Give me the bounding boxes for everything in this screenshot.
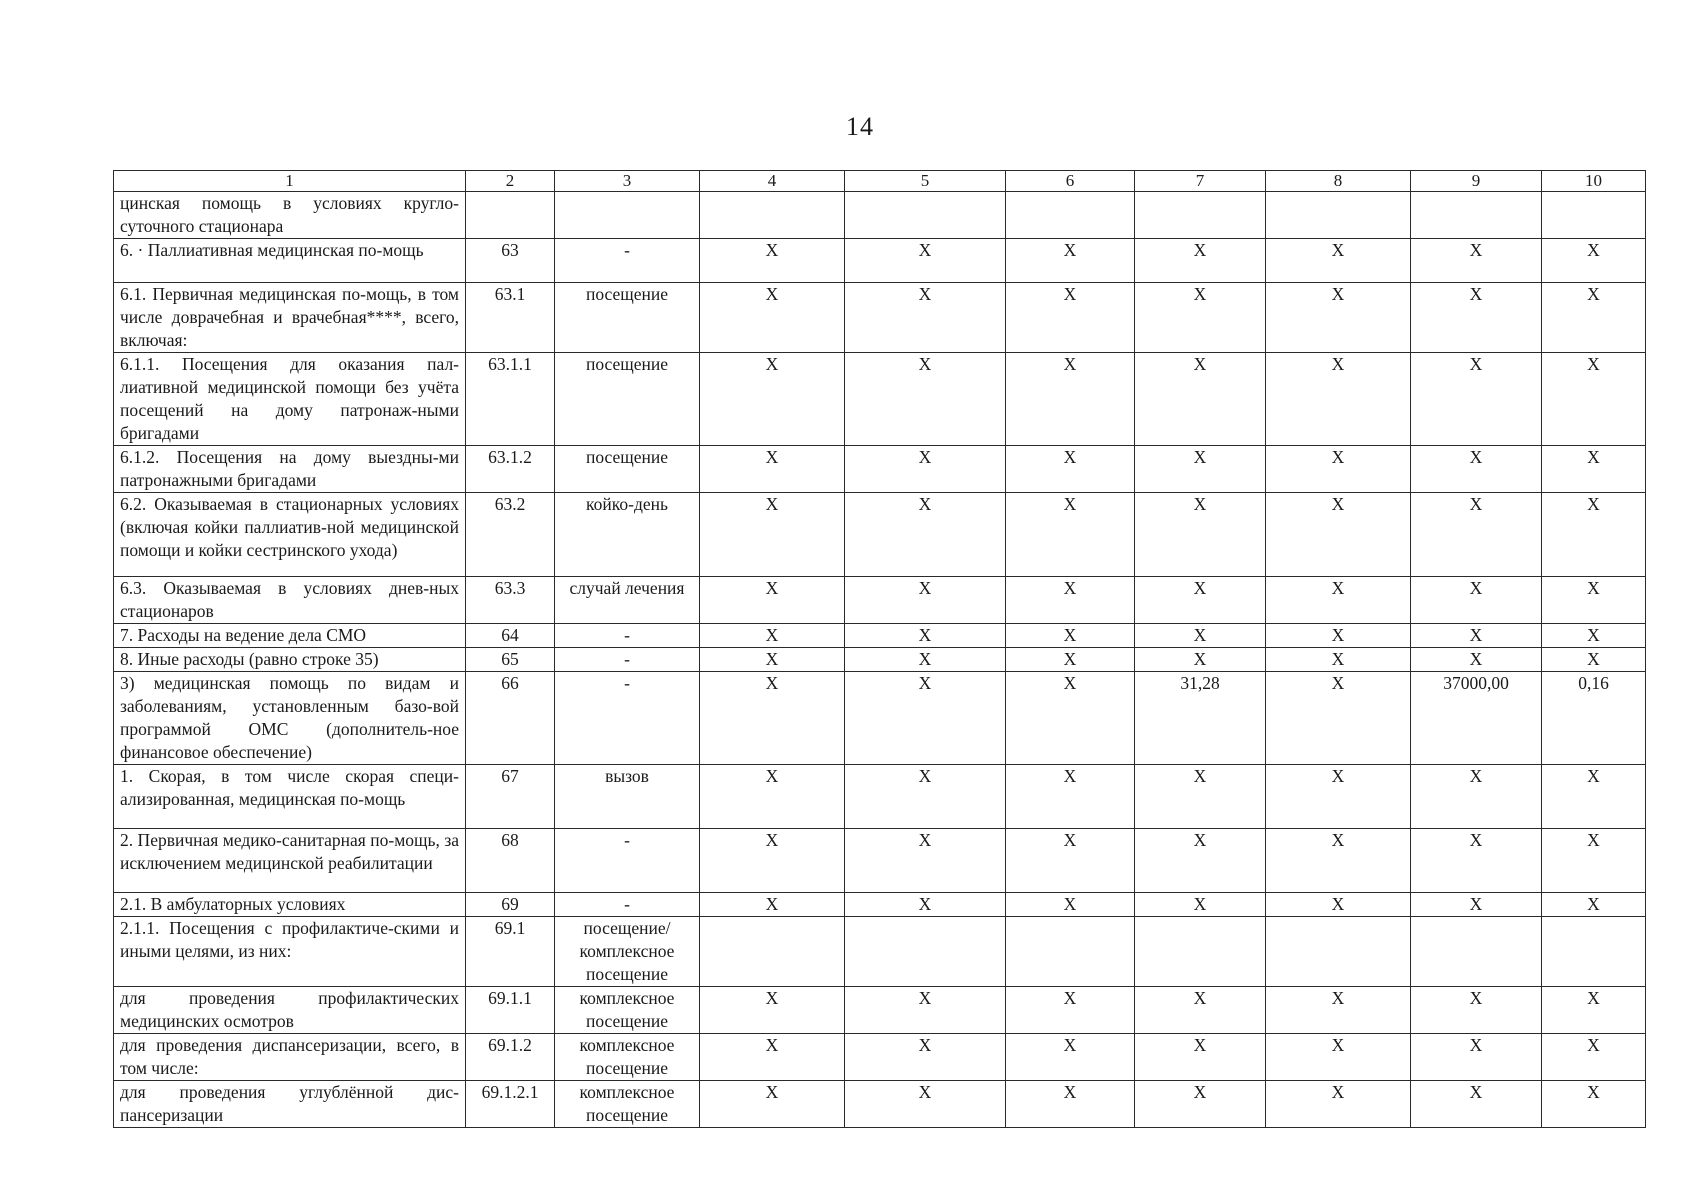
row-unit: вызов (555, 765, 700, 829)
value-cell-col-10: X (1542, 893, 1646, 917)
row-code: 69.1.2 (466, 1034, 555, 1081)
value-cell-col-6: X (1006, 239, 1135, 283)
value-cell-col-4: X (700, 283, 845, 353)
value-cell-col-10: X (1542, 829, 1646, 893)
row-label: 6.3. Оказываемая в условиях днев-ных стационаров (114, 577, 466, 624)
value-cell-col-4: X (700, 1034, 845, 1081)
row-unit: - (555, 672, 700, 765)
value-cell-col-8: X (1266, 829, 1411, 893)
value-cell-col-8: X (1266, 353, 1411, 446)
value-cell-col-9: X (1411, 765, 1542, 829)
value-cell-col-7: X (1135, 648, 1266, 672)
row-label: 3) медицинская помощь по видам и заболеваниям, установленным базо-вой программой ОМС (дополнитель-ное финансовое обеспечение) (114, 672, 466, 765)
value-cell-col-5: X (845, 283, 1006, 353)
row-unit: - (555, 624, 700, 648)
row-code: 64 (466, 624, 555, 648)
value-cell-col-4: X (700, 239, 845, 283)
value-cell-col-8: X (1266, 765, 1411, 829)
value-cell-col-7: X (1135, 829, 1266, 893)
row-unit: - (555, 648, 700, 672)
value-cell-col-10: X (1542, 1081, 1646, 1128)
table-row (114, 493, 1646, 577)
value-cell-col-5 (845, 192, 1006, 239)
value-cell-col-9 (1411, 917, 1542, 987)
value-cell-col-10: X (1542, 765, 1646, 829)
value-cell-col-6: X (1006, 1081, 1135, 1128)
value-cell-col-5 (845, 917, 1006, 987)
row-label: 6. · Паллиативная медицинская по-мощь (114, 239, 466, 283)
row-unit: посещение (555, 446, 700, 493)
value-cell-col-8: X (1266, 493, 1411, 577)
table-row (114, 893, 1646, 917)
value-cell-col-4: X (700, 353, 845, 446)
value-cell-col-10: X (1542, 577, 1646, 624)
row-label: 7. Расходы на ведение дела СМО (114, 624, 466, 648)
value-cell-col-8: X (1266, 283, 1411, 353)
value-cell-col-5: X (845, 829, 1006, 893)
value-cell-col-6 (1006, 917, 1135, 987)
value-cell-col-7 (1135, 917, 1266, 987)
value-cell-col-5: X (845, 493, 1006, 577)
row-code: 66 (466, 672, 555, 765)
value-cell-col-4: X (700, 446, 845, 493)
table-row (114, 672, 1646, 765)
table-body (114, 192, 1646, 1128)
value-cell-col-10 (1542, 917, 1646, 987)
document-table-container (113, 170, 1645, 1128)
value-cell-col-8: X (1266, 1081, 1411, 1128)
row-code: 69.1.2.1 (466, 1081, 555, 1128)
row-label: 6.1. Первичная медицинская по-мощь, в том числе доврачебная и врачебная****, всего, включая: (114, 283, 466, 353)
value-cell-col-10: X (1542, 239, 1646, 283)
value-cell-col-6: X (1006, 893, 1135, 917)
value-cell-col-10: X (1542, 987, 1646, 1034)
value-cell-col-6: X (1006, 283, 1135, 353)
value-cell-col-5: X (845, 987, 1006, 1034)
table-row (114, 1081, 1646, 1128)
value-cell-col-7: X (1135, 624, 1266, 648)
value-cell-col-5: X (845, 1034, 1006, 1081)
column-header: 3 (555, 171, 700, 192)
value-cell-col-6: X (1006, 446, 1135, 493)
value-cell-col-9 (1411, 192, 1542, 239)
header-row (114, 171, 1646, 192)
value-cell-col-7: X (1135, 493, 1266, 577)
value-cell-col-7: X (1135, 987, 1266, 1034)
value-cell-col-4: X (700, 672, 845, 765)
value-cell-col-10: X (1542, 446, 1646, 493)
column-header: 10 (1542, 171, 1646, 192)
value-cell-col-6: X (1006, 987, 1135, 1034)
row-code: 69.1.1 (466, 987, 555, 1034)
table-row (114, 577, 1646, 624)
row-label: 2. Первичная медико-санитарная по-мощь, за исключением медицинской реабилитации (114, 829, 466, 893)
row-unit: посещение (555, 353, 700, 446)
value-cell-col-6: X (1006, 624, 1135, 648)
column-header: 4 (700, 171, 845, 192)
value-cell-col-4: X (700, 624, 845, 648)
row-code: 63.2 (466, 493, 555, 577)
value-cell-col-9: X (1411, 283, 1542, 353)
row-label: для проведения диспансеризации, всего, в том числе: (114, 1034, 466, 1081)
value-cell-col-8: X (1266, 239, 1411, 283)
value-cell-col-7: X (1135, 577, 1266, 624)
column-header: 8 (1266, 171, 1411, 192)
value-cell-col-7: X (1135, 765, 1266, 829)
value-cell-col-6: X (1006, 648, 1135, 672)
row-unit: посещение (555, 283, 700, 353)
value-cell-col-10: X (1542, 353, 1646, 446)
value-cell-col-8: X (1266, 987, 1411, 1034)
table-row (114, 765, 1646, 829)
value-cell-col-5: X (845, 446, 1006, 493)
value-cell-col-7: X (1135, 446, 1266, 493)
row-unit (555, 192, 700, 239)
value-cell-col-4: X (700, 648, 845, 672)
row-code: 63 (466, 239, 555, 283)
value-cell-col-10: X (1542, 624, 1646, 648)
row-code: 63.1.1 (466, 353, 555, 446)
table-row (114, 239, 1646, 283)
column-header: 2 (466, 171, 555, 192)
value-cell-col-4 (700, 917, 845, 987)
row-label: 8. Иные расходы (равно строке 35) (114, 648, 466, 672)
row-unit: койко-день (555, 493, 700, 577)
table-row (114, 1034, 1646, 1081)
row-unit: комплексное посещение (555, 1034, 700, 1081)
value-cell-col-5: X (845, 239, 1006, 283)
value-cell-col-6: X (1006, 829, 1135, 893)
value-cell-col-10: 0,16 (1542, 672, 1646, 765)
value-cell-col-9: X (1411, 893, 1542, 917)
value-cell-col-10: X (1542, 648, 1646, 672)
column-header: 7 (1135, 171, 1266, 192)
row-unit: посещение/ комплексное посещение (555, 917, 700, 987)
row-code: 63.1 (466, 283, 555, 353)
value-cell-col-5: X (845, 624, 1006, 648)
row-unit: - (555, 239, 700, 283)
value-cell-col-5: X (845, 893, 1006, 917)
row-unit: - (555, 893, 700, 917)
value-cell-col-4: X (700, 577, 845, 624)
row-label: для проведения углублённой дис-пансеризации (114, 1081, 466, 1128)
value-cell-col-8 (1266, 192, 1411, 239)
row-unit: комплексное посещение (555, 987, 700, 1034)
value-cell-col-6 (1006, 192, 1135, 239)
row-code: 69.1 (466, 917, 555, 987)
value-cell-col-6: X (1006, 353, 1135, 446)
table-row (114, 829, 1646, 893)
column-header: 1 (114, 171, 466, 192)
value-cell-col-6: X (1006, 672, 1135, 765)
value-cell-col-7: X (1135, 353, 1266, 446)
value-cell-col-9: X (1411, 624, 1542, 648)
value-cell-col-4: X (700, 1081, 845, 1128)
row-code: 68 (466, 829, 555, 893)
value-cell-col-8 (1266, 917, 1411, 987)
value-cell-col-8: X (1266, 624, 1411, 648)
value-cell-col-10: X (1542, 283, 1646, 353)
value-cell-col-4 (700, 192, 845, 239)
column-header: 9 (1411, 171, 1542, 192)
value-cell-col-9: X (1411, 987, 1542, 1034)
row-unit: - (555, 829, 700, 893)
value-cell-col-9: X (1411, 493, 1542, 577)
row-code: 63.3 (466, 577, 555, 624)
row-label: 2.1.1. Посещения с профилактиче-скими и иными целями, из них: (114, 917, 466, 987)
value-cell-col-6: X (1006, 493, 1135, 577)
column-header: 6 (1006, 171, 1135, 192)
row-code: 65 (466, 648, 555, 672)
value-cell-col-7: X (1135, 1034, 1266, 1081)
value-cell-col-7 (1135, 192, 1266, 239)
value-cell-col-9: X (1411, 648, 1542, 672)
row-unit: комплексное посещение (555, 1081, 700, 1128)
value-cell-col-8: X (1266, 893, 1411, 917)
table-row (114, 353, 1646, 446)
value-cell-col-9: X (1411, 353, 1542, 446)
row-code: 67 (466, 765, 555, 829)
table-row (114, 648, 1646, 672)
value-cell-col-5: X (845, 577, 1006, 624)
column-header: 5 (845, 171, 1006, 192)
page-number: 14 (846, 112, 874, 141)
row-code: 69 (466, 893, 555, 917)
value-cell-col-10: X (1542, 493, 1646, 577)
table-row (114, 987, 1646, 1034)
value-cell-col-9: X (1411, 577, 1542, 624)
value-cell-col-5: X (845, 765, 1006, 829)
value-cell-col-8: X (1266, 1034, 1411, 1081)
row-label: 6.1.1. Посещения для оказания пал-лиативной медицинской помощи без учёта посещений на дому патронаж-ными бригадами (114, 353, 466, 446)
financing-table (113, 170, 1646, 1128)
value-cell-col-7: 31,28 (1135, 672, 1266, 765)
row-label: цинская помощь в условиях кругло-суточного стационара (114, 192, 466, 239)
value-cell-col-9: X (1411, 446, 1542, 493)
value-cell-col-5: X (845, 648, 1006, 672)
value-cell-col-7: X (1135, 1081, 1266, 1128)
value-cell-col-9: X (1411, 829, 1542, 893)
value-cell-col-10 (1542, 192, 1646, 239)
row-code: 63.1.2 (466, 446, 555, 493)
row-label: 1. Скорая, в том числе скорая специ-ализированная, медицинская по-мощь (114, 765, 466, 829)
value-cell-col-9: X (1411, 1081, 1542, 1128)
value-cell-col-4: X (700, 493, 845, 577)
value-cell-col-9: X (1411, 239, 1542, 283)
value-cell-col-6: X (1006, 765, 1135, 829)
value-cell-col-6: X (1006, 577, 1135, 624)
value-cell-col-6: X (1006, 1034, 1135, 1081)
value-cell-col-8: X (1266, 446, 1411, 493)
table-row (114, 283, 1646, 353)
value-cell-col-8: X (1266, 577, 1411, 624)
value-cell-col-8: X (1266, 648, 1411, 672)
table-row (114, 624, 1646, 648)
value-cell-col-9: 37000,00 (1411, 672, 1542, 765)
value-cell-col-7: X (1135, 283, 1266, 353)
table-row (114, 192, 1646, 239)
value-cell-col-7: X (1135, 239, 1266, 283)
value-cell-col-7: X (1135, 893, 1266, 917)
value-cell-col-4: X (700, 765, 845, 829)
row-label: 6.1.2. Посещения на дому выездны-ми патронажными бригадами (114, 446, 466, 493)
row-code (466, 192, 555, 239)
value-cell-col-4: X (700, 893, 845, 917)
value-cell-col-5: X (845, 672, 1006, 765)
value-cell-col-10: X (1542, 1034, 1646, 1081)
row-label: 6.2. Оказываемая в стационарных условиях (включая койки паллиатив-ной медицинской помощи и койки сестринского ухода) (114, 493, 466, 577)
table-row (114, 446, 1646, 493)
table-row (114, 917, 1646, 987)
value-cell-col-4: X (700, 987, 845, 1034)
row-label: для проведения профилактических медицинских осмотров (114, 987, 466, 1034)
value-cell-col-5: X (845, 1081, 1006, 1128)
row-label: 2.1. В амбулаторных условиях (114, 893, 466, 917)
value-cell-col-5: X (845, 353, 1006, 446)
value-cell-col-8: X (1266, 672, 1411, 765)
row-unit: случай лечения (555, 577, 700, 624)
value-cell-col-9: X (1411, 1034, 1542, 1081)
value-cell-col-4: X (700, 829, 845, 893)
